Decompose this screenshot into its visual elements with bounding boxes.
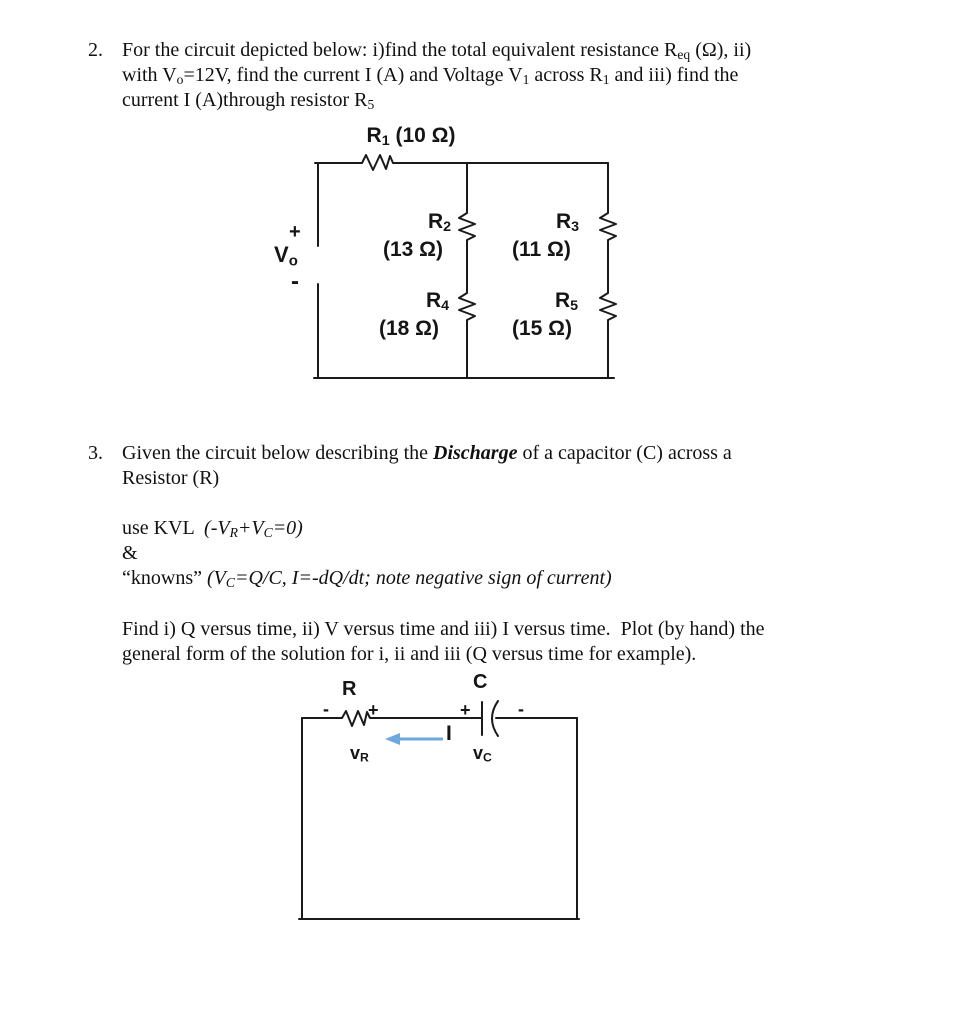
resistor-r-label: R <box>342 678 357 700</box>
r2-value: (13 Ω) <box>383 238 444 261</box>
source-minus-sign: - <box>291 268 299 295</box>
source-voltage-label: Vo <box>274 242 298 270</box>
problem3-kvl-line: use KVL (-VR+VC=0) <box>122 517 303 540</box>
r5-value: (15 Ω) <box>512 317 573 340</box>
problem3-find-line2: general form of the solution for i, ii and iii (Q versus time for example). <box>122 643 697 665</box>
problem3-line1: Given the circuit below describing the Discharge of a capacitor (C) across a <box>122 442 732 464</box>
resistor-minus-sign: - <box>323 699 329 719</box>
r3-value: (11 Ω) <box>512 238 571 261</box>
resistor-plus-sign: + <box>368 700 379 720</box>
r4-label: R4 <box>426 289 450 315</box>
r2-label: R2 <box>428 210 452 236</box>
vr-label: vR <box>350 743 369 765</box>
circuit2-diagram <box>283 666 593 931</box>
problem3-knowns-line: “knowns” (VC=Q/C, I=-dQ/dt; note negative sign of current) <box>122 567 612 590</box>
capacitor-c-label: C <box>473 671 488 693</box>
circuit1-top-wire-with-r1-resistor <box>315 155 608 170</box>
problem3-number: 3. <box>88 442 103 464</box>
vc-label: vC <box>473 743 492 765</box>
problem2-line2: with Vo=12V, find the current I (A) and Voltage V1 across R1 and iii) find the <box>122 64 739 87</box>
source-plus-sign: + <box>289 221 301 243</box>
capacitor-minus-sign: - <box>518 699 524 719</box>
current-direction-arrow <box>385 733 443 745</box>
r4-value: (18 Ω) <box>379 317 440 340</box>
problem2-line1: For the circuit depicted below: i)find the total equivalent resistance Req (Ω), ii) <box>122 39 752 62</box>
problem2-number: 2. <box>88 39 103 61</box>
problem3-ampersand: & <box>122 542 138 564</box>
problem2-line3: current I (A)through resistor R5 <box>122 89 375 112</box>
r3-label: R3 <box>556 210 580 236</box>
r5-label: R5 <box>555 289 579 315</box>
circuit1-diagram <box>285 118 630 390</box>
circuit2-top-wire-with-resistor <box>302 711 482 726</box>
capacitor-plus-sign: + <box>460 700 471 720</box>
circuit1-right-branch-r3-r5 <box>600 163 616 378</box>
problem3-line2: Resistor (R) <box>122 467 220 489</box>
circuit1-middle-branch-r2-r4 <box>459 163 475 378</box>
r1-label: R1 (10 Ω) <box>366 124 456 150</box>
problem3-find-line1: Find i) Q versus time, ii) V versus time and iii) I versus time. Plot (by hand) the <box>122 618 765 640</box>
current-i-label: I <box>446 722 452 745</box>
current-arrow-head <box>385 733 400 745</box>
